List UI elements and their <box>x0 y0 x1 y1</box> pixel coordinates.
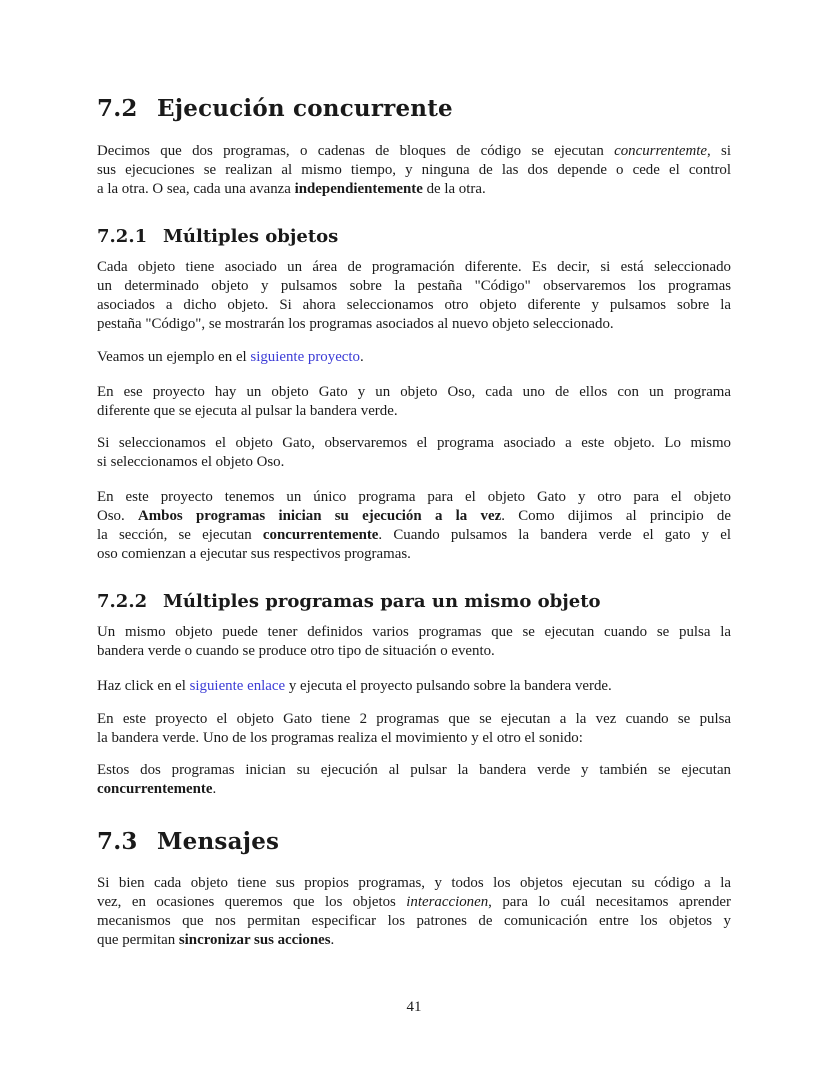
text-line: En ese proyecto hay un objeto Gato y un objeto Oso, cada uno de ellos con un programa <box>97 384 731 400</box>
text-line: Si seleccionamos el objeto Gato, observaremos el programa asociado a este objeto. Lo mismo <box>97 435 731 451</box>
text-line: vez, en ocasiones queremos que los objetos interaccionen, para lo cuál necesitamos aprender <box>97 894 731 910</box>
text-line: sus ejecuciones se realizan al mismo tiempo, y ninguna de las dos depende o cede el control <box>97 162 731 178</box>
text-line: la sección, se ejecutan concurrentemente. Cuando pulsamos la bandera verde el gato y el <box>97 527 731 543</box>
section-number: 7.2 <box>97 95 138 122</box>
section-heading-7-3 <box>97 828 279 855</box>
paragraph <box>97 623 731 661</box>
paragraph <box>97 434 731 472</box>
paragraph <box>97 258 731 334</box>
text-line: Cada objeto tiene asociado un área de programación diferente. Es decir, si está seleccionado <box>97 259 731 275</box>
paragraph <box>97 383 731 421</box>
section-heading-7-2 <box>97 95 453 122</box>
subsection-title: Múltiples objetos <box>163 226 339 247</box>
subsection-heading-7-2-2 <box>97 591 601 612</box>
text-line: Un mismo objeto puede tener definidos varios programas que se ejecutan cuando se pulsa la <box>97 624 731 640</box>
text-line: si seleccionamos el objeto Oso. <box>97 454 285 470</box>
subsection-title: Múltiples programas para un mismo objeto <box>163 591 601 612</box>
text-line: a la otra. O sea, cada una avanza independientemente de la otra. <box>97 181 486 197</box>
subsection-number: 7.2.1 <box>97 226 148 247</box>
section-title: Ejecución concurrente <box>157 95 453 122</box>
paragraph <box>97 677 731 696</box>
paragraph <box>97 142 731 199</box>
paragraph <box>97 761 731 799</box>
text-line: asociados a dicho objeto. Si ahora seleccionamos otro objeto diferente y pulsamos sobre la <box>97 297 731 313</box>
text-line: Oso. Ambos programas inician su ejecución a la vez. Como dijimos al principio de <box>97 508 731 524</box>
subsection-number: 7.2.2 <box>97 591 148 612</box>
project-link[interactable]: siguiente proyecto <box>250 349 361 365</box>
text-line: Decimos que dos programas, o cadenas de bloques de código se ejecutan concurrentemte, si <box>97 143 731 159</box>
text-line: oso comienzan a ejecutar sus respectivos programas. <box>97 546 411 562</box>
text-line: Veamos un ejemplo en el siguiente proyecto. <box>97 349 364 365</box>
paragraph <box>97 348 731 367</box>
paragraph <box>97 488 731 564</box>
page-number: 41 <box>406 999 422 1015</box>
project-link[interactable]: siguiente enlace <box>189 678 286 694</box>
section-number: 7.3 <box>97 828 138 855</box>
paragraph <box>97 710 731 748</box>
text-line: Si bien cada objeto tiene sus propios programas, y todos los objetos ejecutan su código a la <box>97 875 731 891</box>
text-line: que permitan sincronizar sus acciones. <box>97 932 335 948</box>
text-line: En este proyecto tenemos un único programa para el objeto Gato y otro para el objeto <box>97 489 731 505</box>
text-line: mecanismos que nos permitan especificar los patrones de comunicación entre los objetos y <box>97 913 731 929</box>
subsection-heading-7-2-1 <box>97 226 338 247</box>
section-title: Mensajes <box>157 828 280 855</box>
text-line: Estos dos programas inician su ejecución al pulsar la bandera verde y también se ejecutan <box>97 762 731 778</box>
text-line: diferente que se ejecuta al pulsar la bandera verde. <box>97 403 398 419</box>
text-line: pestaña "Código", se mostrarán los programas asociados al nuevo objeto seleccionado. <box>97 316 614 332</box>
text-line: Haz click en el siguiente enlace y ejecuta el proyecto pulsando sobre la bandera verde. <box>97 678 612 694</box>
text-line: concurrentemente. <box>97 781 217 797</box>
text-line: En este proyecto el objeto Gato tiene 2 programas que se ejecutan a la vez cuando se pulsa <box>97 711 731 727</box>
text-line: un determinado objeto y pulsamos sobre la pestaña "Código" observaremos los programas <box>97 278 731 294</box>
paragraph <box>97 874 731 950</box>
text-line: bandera verde o cuando se produce otro tipo de situación o evento. <box>97 643 495 659</box>
text-line: la bandera verde. Uno de los programas realiza el movimiento y el otro el sonido: <box>97 730 583 746</box>
